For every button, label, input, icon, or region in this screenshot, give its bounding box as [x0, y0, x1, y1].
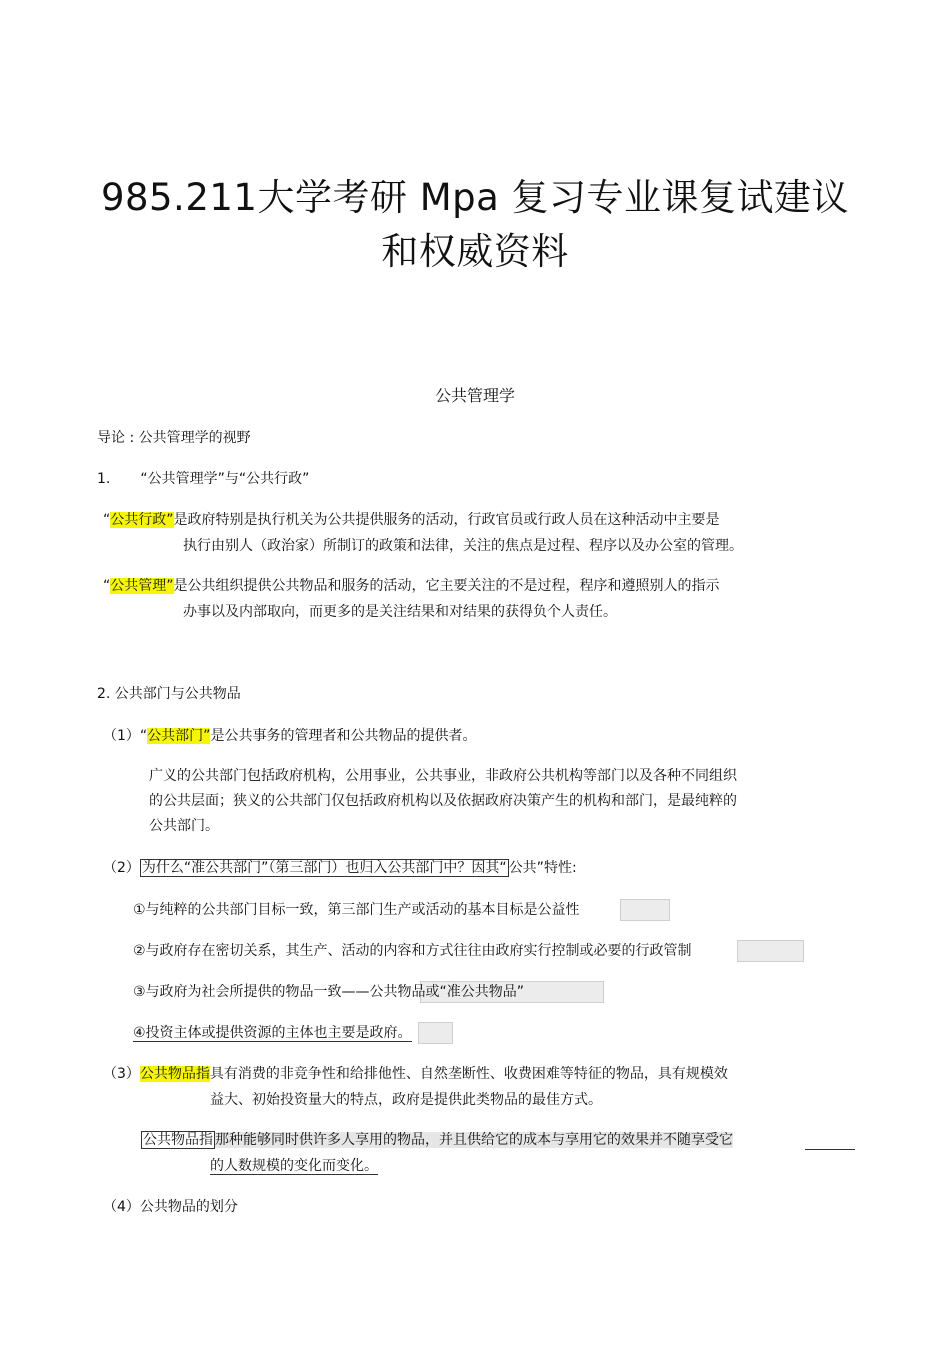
paragraph-public-administration [103, 510, 720, 530]
paragraph-public-management [103, 576, 720, 596]
item-2 [103, 858, 577, 878]
gray-annotation-block [418, 1022, 453, 1044]
characteristic-text: ②与政府存在密切关系，其生产、活动的内容和方式往往由政府实行控制或必要的行政管制 [133, 943, 692, 959]
section-1-heading [97, 469, 309, 489]
item-number: （1） [103, 728, 140, 744]
public-goods-definition [141, 1130, 733, 1150]
subject-heading: 公共管理学 [434, 386, 515, 405]
intro-heading: 导论 : 公共管理学的视野 [97, 430, 251, 446]
definition-text: 的人数规模的变化而变化。 [210, 1158, 378, 1174]
item-1-body-line: 的公共层面；狭义的公共部门仅包括政府机构以及依据政府决策产生的机构和部门，是最纯粹的 [149, 793, 737, 809]
section-2-heading: 2. 公共部门与公共物品 [97, 686, 241, 702]
definition-line [210, 1156, 378, 1176]
gray-annotation-block [620, 899, 670, 921]
section-1-number: 1. [97, 471, 111, 487]
item-text: 具有消费的非竞争性和给排他性、自然垄断性、收费困难等特征的物品，具有规模效 [209, 1066, 728, 1082]
characteristic-4 [133, 1023, 412, 1043]
item-3 [103, 1064, 728, 1084]
characteristic-1 [133, 900, 580, 920]
characteristic-text: ①与纯粹的公共部门目标一致，第三部门生产或活动的基本目标是公益性 [133, 902, 580, 918]
item-number: （2） [103, 860, 140, 876]
document-title-line-2: 和权威资料 [381, 230, 569, 273]
quote-open: “ [139, 728, 148, 744]
blank-underline [805, 1149, 855, 1150]
item-2-question-boxed: 为什么“准公共部门”（第三部门）也归入公共部门中？因其“ [141, 860, 507, 876]
item-number: （3） [103, 1066, 140, 1082]
item-4: （4）公共物品的划分 [103, 1199, 238, 1215]
characteristic-3 [133, 982, 524, 1002]
quote-open: “ [103, 512, 111, 528]
item-text: 是公共事务的管理者和公共物品的提供者。 [210, 728, 477, 744]
term-public-administration: 公共行政” [110, 512, 174, 528]
definition-text: 那种能够同时供许多人享用的物品，并且供给它的成本与享用它的效果并不随享受它 [215, 1132, 733, 1148]
term-public-management: 公共管理” [110, 578, 174, 594]
paragraph-line: 执行由别人（政治家）所制订的政策和法律，关注的焦点是过程、程序以及办公室的管理。 [183, 538, 743, 554]
item-1-body-line: 广义的公共部门包括政府机构，公用事业，公共事业，非政府公共机构等部门以及各种不同组织 [149, 768, 737, 784]
document-title-line-1: 985.211大学考研 Mpa 复习专业课复试建议 [100, 176, 850, 219]
characteristic-2 [133, 941, 692, 961]
paragraph-line: 办事以及内部取向，而更多的是关注结果和对结果的获得负个人责任。 [183, 604, 617, 620]
characteristic-text: ④投资主体或提供资源的主体也主要是政府。 [133, 1025, 412, 1041]
item-1 [103, 726, 476, 746]
quote-open: “ [103, 578, 111, 594]
characteristic-text: ③与政府为社会所提供的物品一致——公共物品或“准公共物品” [133, 984, 525, 1000]
paragraph-line: 是公共组织提供公共物品和服务的活动，它主要关注的不是过程，程序和遵照别人的指示 [173, 578, 720, 594]
item-1-body-line: 公共部门。 [149, 818, 219, 834]
item-3-line: 益大、初始投资量大的特点，政府是提供此类物品的最佳方式。 [210, 1092, 602, 1108]
term-public-sector: 公共部门” [147, 728, 211, 744]
definition-boxed-term: 公共物品指 [143, 1132, 213, 1148]
term-public-goods: 公共物品指 [139, 1066, 210, 1082]
item-text: 公共”特性: [508, 860, 577, 876]
paragraph-line: 是政府特别是执行机关为公共提供服务的活动，行政官员或行政人员在这种活动中主要是 [173, 512, 720, 528]
gray-annotation-block [737, 940, 804, 962]
section-1-title: “公共管理学”与“公共行政” [140, 471, 310, 487]
